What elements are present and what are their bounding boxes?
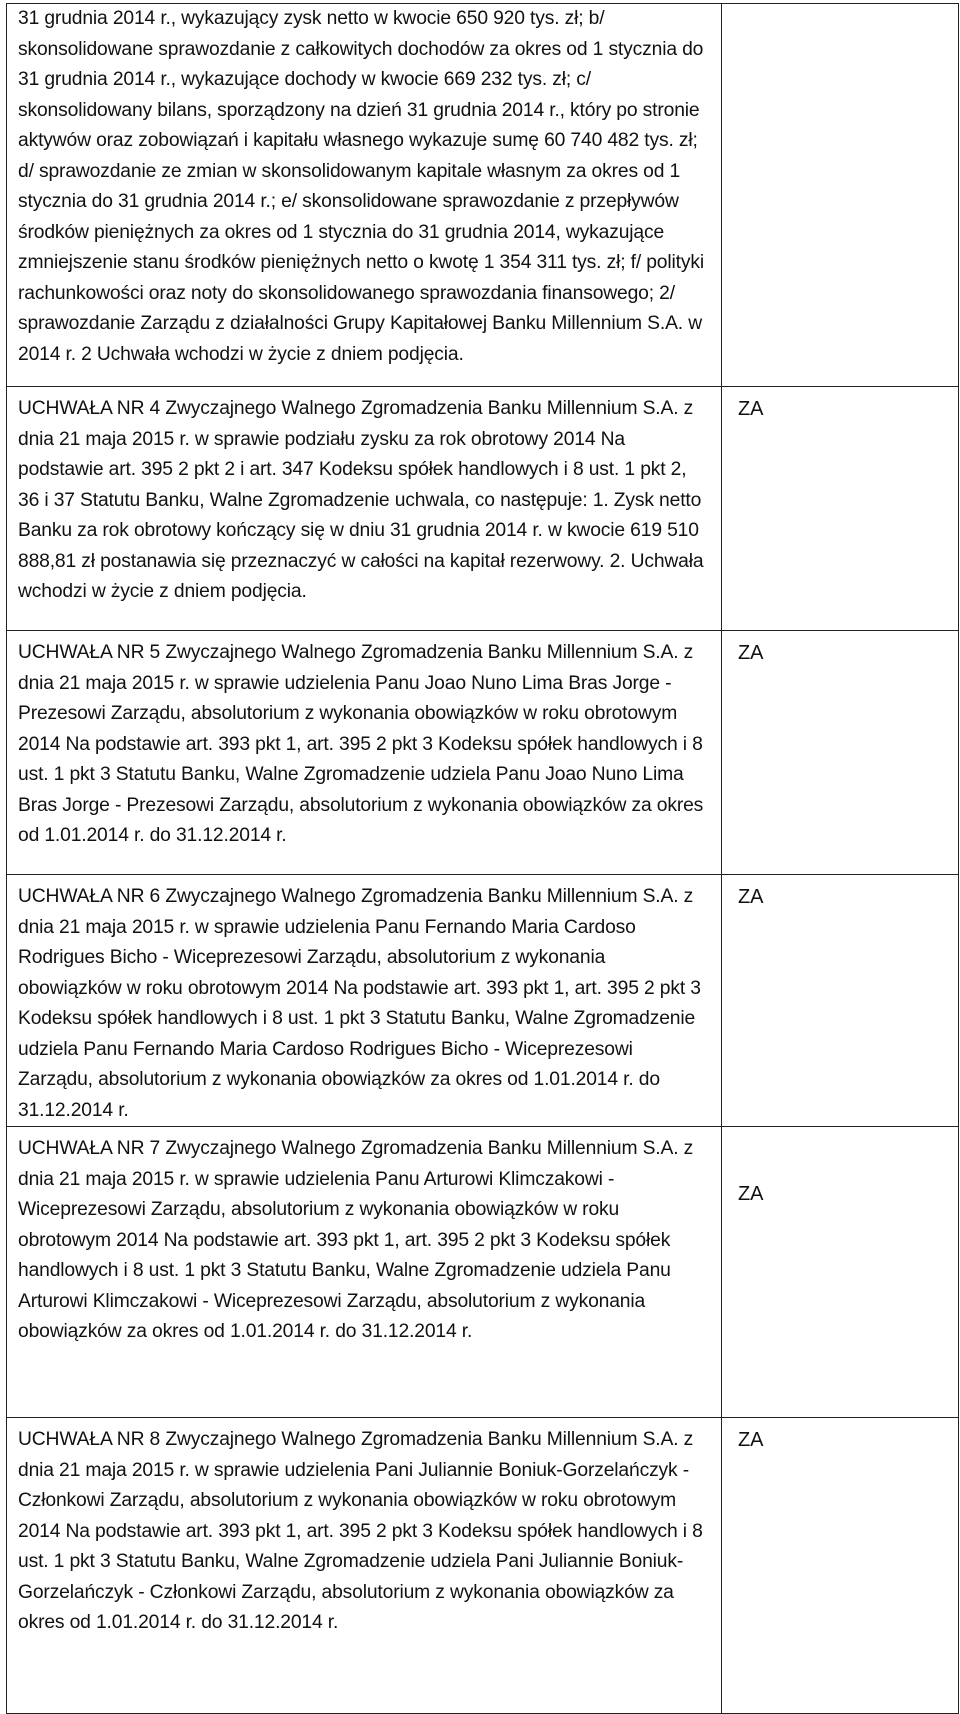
- vote-cell: [722, 4, 959, 387]
- resolution-text-cell: [7, 4, 722, 387]
- resolution-text-cell: [7, 875, 722, 1127]
- vote-cell: [722, 1418, 959, 1714]
- vote-cell: [722, 875, 959, 1127]
- resolution-text: UCHWAŁA NR 7 Zwyczajnego Walnego Zgromadzenia Banku Millennium S.A. z dnia 21 maja 2015 r. w sprawie udzielenia Panu Arturowi Klimczakowi - Wiceprezesowi Zarządu, absolutorium z wykonania obowiązków w roku obrotowym 2014 Na podstawie art. 393 pkt 1, art. 395 2 pkt 3 Kodeksu spółek handlowych i 8 ust. 1 pkt 3 Statutu Banku, Walne Zgromadzenie udziela Panu Arturowi Klimczakowi - Wiceprezesowi Zarządu, absolutorium z wykonania obowiązków za okres od 1.01.2014 r. do 31.12.2014 r.: [18, 1138, 694, 1342]
- resolution-text-cell: [7, 631, 722, 875]
- vote-value: ZA: [738, 642, 764, 664]
- vote-cell: [722, 1127, 959, 1418]
- resolution-text: UCHWAŁA NR 4 Zwyczajnego Walnego Zgromadzenia Banku Millennium S.A. z dnia 21 maja 2015 r. w sprawie podziału zysku za rok obrotowy 2014 Na podstawie art. 395 2 pkt 2 i art. 347 Kodeksu spółek handlowych i 8 ust. 1 pkt 2, 36 i 37 Statutu Banku, Walne Zgromadzenie uchwala, co następuje: 1. Zysk netto Banku za rok obrotowy kończący się w dniu 31 grudnia 2014 r. w kwocie 619 510 888,81 zł postanawia się przeznaczyć w całości na kapitał rezerwowy. 2. Uchwała wchodzi w życie z dniem podjęcia.: [18, 398, 704, 602]
- resolution-text-cell: [7, 387, 722, 631]
- table-row: [7, 1127, 959, 1418]
- table-row: [7, 875, 959, 1127]
- vote-value: ZA: [738, 886, 764, 908]
- vote-cell: [722, 631, 959, 875]
- resolution-text: 31 grudnia 2014 r., wykazujący zysk netto w kwocie 650 920 tys. zł; b/ skonsolidowane sprawozdanie z całkowitych dochodów za okres od 1 stycznia do 31 grudnia 2014 r., wykazujące dochody w kwocie 669 232 tys. zł; c/ skonsolidowany bilans, sporządzony na dzień 31 grudnia 2014 r., który po stronie aktywów oraz zobowiązań i kapitału własnego wykazuje sumę 60 740 482 tys. zł; d/ sprawozdanie ze zmian w skonsolidowanym kapitale własnym za okres od 1 stycznia do 31 grudnia 2014 r.; e/ skonsolidowane sprawozdanie z przepływów środków pieniężnych za okres od 1 stycznia do 31 grudnia 2014, wykazujące zmniejszenie stanu środków pieniężnych netto o kwotę 1 354 311 tys. zł; f/ polityki rachunkowości oraz noty do skonsolidowanego sprawozdania finansowego; 2/ sprawozdanie Zarządu z działalności Grupy Kapitałowej Banku Millennium S.A. w 2014 r. 2 Uchwała wchodzi w życie z dniem podjęcia.: [18, 8, 704, 365]
- resolution-text: UCHWAŁA NR 6 Zwyczajnego Walnego Zgromadzenia Banku Millennium S.A. z dnia 21 maja 2015 r. w sprawie udzielenia Panu Fernando Maria Cardoso Rodrigues Bicho - Wiceprezesowi Zarządu, absolutorium z wykonania obowiązków w roku obrotowym 2014 Na podstawie art. 393 pkt 1, art. 395 2 pkt 3 Kodeksu spółek handlowych i 8 ust. 1 pkt 3 Statutu Banku, Walne Zgromadzenie udziela Panu Fernando Maria Cardoso Rodrigues Bicho - Wiceprezesowi Zarządu, absolutorium z wykonania obowiązków za okres od 1.01.2014 r. do 31.12.2014 r.: [18, 886, 701, 1121]
- vote-value: ZA: [738, 1429, 764, 1451]
- table-row: [7, 1418, 959, 1714]
- table-row: [7, 631, 959, 875]
- resolution-text-cell: [7, 1127, 722, 1418]
- vote-cell: [722, 387, 959, 631]
- resolution-text: UCHWAŁA NR 5 Zwyczajnego Walnego Zgromadzenia Banku Millennium S.A. z dnia 21 maja 2015 r. w sprawie udzielenia Panu Joao Nuno Lima Bras Jorge - Prezesowi Zarządu, absolutorium z wykonania obowiązków w roku obrotowym 2014 Na podstawie art. 393 pkt 1, art. 395 2 pkt 3 Kodeksu spółek handlowych i 8 ust. 1 pkt 3 Statutu Banku, Walne Zgromadzenie udziela Panu Joao Nuno Lima Bras Jorge - Prezesowi Zarządu, absolutorium z wykonania obowiązków za okres od 1.01.2014 r. do 31.12.2014 r.: [18, 642, 704, 846]
- resolution-text: UCHWAŁA NR 8 Zwyczajnego Walnego Zgromadzenia Banku Millennium S.A. z dnia 21 maja 2015 r. w sprawie udzielenia Pani Juliannie Boniuk-Gorzelańczyk - Członkowi Zarządu, absolutorium z wykonania obowiązków w roku obrotowym 2014 Na podstawie art. 393 pkt 1, art. 395 2 pkt 3 Kodeksu spółek handlowych i 8 ust. 1 pkt 3 Statutu Banku, Walne Zgromadzenie udziela Pani Juliannie Boniuk-Gorzelańczyk - Członkowi Zarządu, absolutorium z wykonania obowiązków za okres od 1.01.2014 r. do 31.12.2014 r.: [18, 1429, 703, 1633]
- resolution-text-cell: [7, 1418, 722, 1714]
- vote-value: ZA: [738, 398, 764, 420]
- table-row: [7, 387, 959, 631]
- vote-value: ZA: [738, 1183, 764, 1205]
- table-row: [7, 4, 959, 387]
- resolutions-table: [6, 3, 959, 1714]
